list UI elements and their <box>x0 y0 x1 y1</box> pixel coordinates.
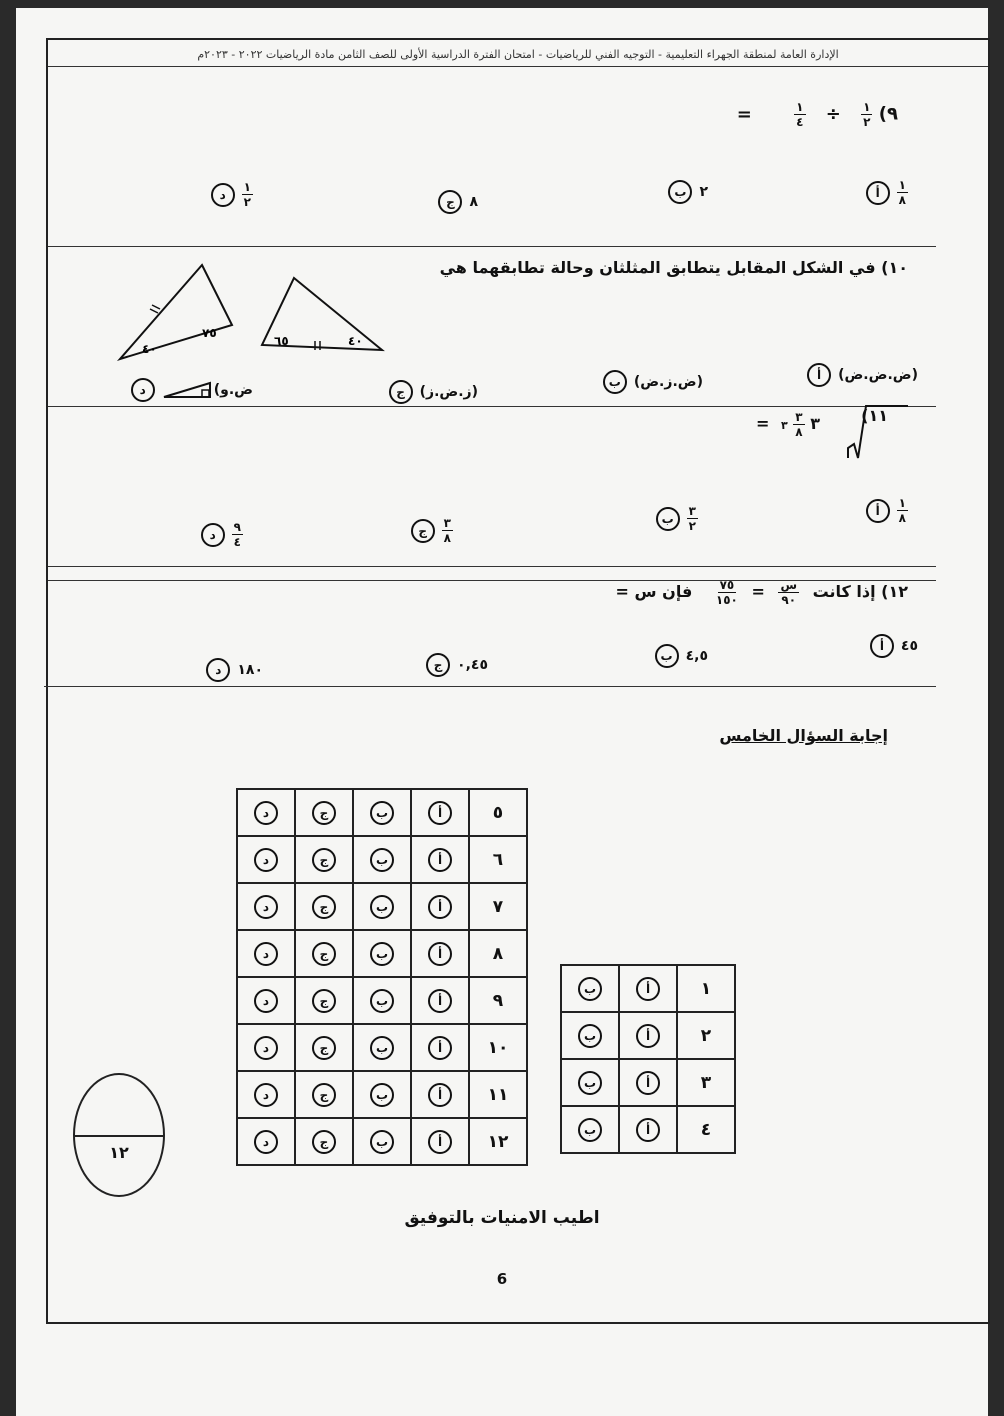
q12-option-a[interactable]: أ ٤٥ <box>865 634 918 658</box>
large-grid-cell[interactable] <box>353 789 411 836</box>
cube-root-sign-icon <box>770 400 910 460</box>
answer-bubble[interactable]: ب <box>578 1071 602 1095</box>
large-grid-cell[interactable] <box>353 930 411 977</box>
large-grid-cell[interactable] <box>411 1118 469 1165</box>
small-grid-cell[interactable] <box>561 1106 619 1153</box>
large-grid-cell[interactable] <box>295 977 353 1024</box>
q11-equals: = <box>756 414 770 433</box>
right-angle-label-b: ٤٠ <box>348 334 363 348</box>
answer-bubble[interactable]: أ <box>428 801 452 825</box>
q10-option-d[interactable]: د ض.و) <box>126 378 253 402</box>
q11-option-b[interactable]: ب $\frac{٣}{٢}$ <box>651 504 698 533</box>
answer-bubble[interactable]: د <box>254 1130 278 1154</box>
q10-option-b[interactable]: ب (ض.ز.ض) <box>598 370 703 394</box>
answer-bubble[interactable]: ب <box>578 977 602 1001</box>
q9-option-b[interactable]: ب ٢ <box>663 180 708 204</box>
answer-bubble[interactable]: أ <box>636 1071 660 1095</box>
large-grid-cell[interactable] <box>295 930 353 977</box>
answer-bubble[interactable]: ج <box>312 1083 336 1107</box>
answer-bubble[interactable]: ب <box>370 848 394 872</box>
answer-bubble[interactable]: ج <box>312 989 336 1013</box>
right-angle-label-a: ٦٥ <box>274 334 289 348</box>
answer-bubble[interactable]: ب <box>370 989 394 1013</box>
answer-bubble[interactable]: أ <box>636 1024 660 1048</box>
large-grid-cell[interactable] <box>411 836 469 883</box>
large-grid-row <box>237 930 527 977</box>
large-grid-question-number: ٨ <box>469 930 527 977</box>
answer-bubble[interactable]: أ <box>428 1130 452 1154</box>
large-grid-cell[interactable] <box>295 1024 353 1071</box>
answer-bubble[interactable]: ج <box>312 1036 336 1060</box>
answer-bubble[interactable]: د <box>254 848 278 872</box>
q11-number: ١١) <box>861 406 888 425</box>
large-grid-cell[interactable] <box>237 1071 295 1118</box>
small-grid-row <box>561 1012 735 1059</box>
large-grid-cell[interactable] <box>353 1024 411 1071</box>
small-grid-row <box>561 1106 735 1153</box>
q9-fraction-b: $\frac{١}{٤}$ <box>796 100 804 129</box>
large-grid-cell[interactable] <box>411 1071 469 1118</box>
q9-equals: = <box>736 103 752 125</box>
q11-option-a[interactable]: أ $\frac{١}{٨}$ <box>861 496 908 525</box>
large-grid-question-number: ٦ <box>469 836 527 883</box>
left-angle-label-a: ٧٥ <box>202 326 217 340</box>
small-grid-row <box>561 1059 735 1106</box>
score-circle <box>73 1073 165 1197</box>
answer-bubble[interactable]: د <box>254 942 278 966</box>
large-grid-cell[interactable] <box>353 1118 411 1165</box>
q11-root-index: ٣ <box>780 419 788 432</box>
q11-expression: = ٣ $\frac{٣}{٨}$ ٣ <box>756 410 820 439</box>
large-grid-cell[interactable] <box>411 1024 469 1071</box>
large-grid-cell[interactable] <box>295 789 353 836</box>
q10-question: ١٠) في الشكل المقابل يتطابق المثلثان وحالة تطابقهما هي <box>439 258 908 277</box>
answer-bubble[interactable]: أ <box>636 977 660 1001</box>
large-grid-cell[interactable] <box>237 977 295 1024</box>
small-grid-cell[interactable] <box>619 1106 677 1153</box>
q9-fraction-a: $\frac{١}{٢}$ <box>863 100 871 129</box>
answer-bubble[interactable]: د <box>254 1036 278 1060</box>
large-grid-row <box>237 1118 527 1165</box>
right-triangle-symbol-icon <box>162 381 212 399</box>
left-angle-label-b: ٤٠ <box>142 342 157 356</box>
q12-option-c[interactable]: ج ٠,٤٥ <box>421 653 488 677</box>
large-grid-question-number: ٥ <box>469 789 527 836</box>
answer-section-title: إجابة السؤال الخامس <box>719 726 888 745</box>
q10-option-c[interactable]: ج (ز.ض.ز) <box>384 380 478 404</box>
triangles-figure <box>112 253 412 373</box>
answer-bubble[interactable]: أ <box>636 1118 660 1142</box>
q9-question <box>737 100 898 129</box>
q9-option-d[interactable]: د $\frac{١}{٢}$ <box>206 180 253 209</box>
small-grid-question-number: ٣ <box>677 1059 735 1106</box>
answer-bubble[interactable]: ب <box>370 801 394 825</box>
q10-option-a[interactable]: أ (ض.ض.ض) <box>802 363 918 387</box>
divider-q12 <box>44 686 936 687</box>
answer-bubble[interactable]: أ <box>428 989 452 1013</box>
answer-bubble[interactable]: ب <box>370 1130 394 1154</box>
closing-message: اطيب الامنيات بالتوفيق <box>404 1208 600 1228</box>
divider-q11-top <box>48 566 936 567</box>
q9-number: ٩) <box>878 103 898 125</box>
large-grid-cell[interactable] <box>295 1071 353 1118</box>
large-grid-row <box>237 1071 527 1118</box>
answer-grid-large <box>236 788 528 1166</box>
large-grid-cell[interactable] <box>237 1024 295 1071</box>
score-divider <box>75 1135 163 1137</box>
small-grid-question-number: ٤ <box>677 1106 735 1153</box>
answer-bubble[interactable]: ب <box>370 1036 394 1060</box>
large-grid-question-number: ٧ <box>469 883 527 930</box>
large-grid-cell[interactable] <box>237 1118 295 1165</box>
q9-divide-sign: ÷ <box>825 103 841 125</box>
q11-option-d[interactable]: د $\frac{٩}{٤}$ <box>196 520 243 549</box>
large-grid-cell[interactable] <box>411 977 469 1024</box>
answer-bubble[interactable]: د <box>254 989 278 1013</box>
answer-bubble[interactable]: ج <box>312 1130 336 1154</box>
answer-bubble[interactable]: أ <box>428 848 452 872</box>
large-grid-cell[interactable] <box>411 930 469 977</box>
small-grid-row <box>561 965 735 1012</box>
large-grid-cell[interactable] <box>411 789 469 836</box>
large-grid-cell[interactable] <box>237 789 295 836</box>
answer-bubble[interactable]: ج <box>312 895 336 919</box>
answer-bubble[interactable]: د <box>254 895 278 919</box>
score-total: ١٢ <box>109 1143 129 1162</box>
answer-bubble[interactable]: ب <box>578 1024 602 1048</box>
large-grid-question-number: ٩ <box>469 977 527 1024</box>
small-grid-cell[interactable] <box>561 965 619 1012</box>
large-grid-cell[interactable] <box>237 836 295 883</box>
answer-bubble[interactable]: أ <box>428 895 452 919</box>
q11-whole: ٣ <box>810 414 820 433</box>
large-grid-row <box>237 883 527 930</box>
q12-question: ١٢) إذا كانت $\frac{\text{س}}{٩٠}$ = $\frac{٧٥}{١٥٠}$ فإن س = <box>615 578 908 607</box>
large-grid-row <box>237 1024 527 1071</box>
small-grid-question-number: ٢ <box>677 1012 735 1059</box>
large-grid-question-number: ١١ <box>469 1071 527 1118</box>
small-grid-cell[interactable] <box>561 1012 619 1059</box>
large-grid-cell[interactable] <box>295 836 353 883</box>
left-tick-mark <box>150 309 158 313</box>
answer-bubble[interactable]: ج <box>312 848 336 872</box>
large-grid-cell[interactable] <box>295 1118 353 1165</box>
small-grid-cell[interactable] <box>561 1059 619 1106</box>
answer-bubble[interactable]: أ <box>428 1083 452 1107</box>
answer-bubble[interactable]: ب <box>370 942 394 966</box>
large-grid-question-number: ١٠ <box>469 1024 527 1071</box>
large-grid-cell[interactable] <box>237 883 295 930</box>
exam-page <box>16 8 988 1416</box>
q11-option-c[interactable]: ج $\frac{٣}{٨}$ <box>406 516 453 545</box>
small-grid-cell[interactable] <box>619 965 677 1012</box>
large-grid-row <box>237 789 527 836</box>
q9-option-a[interactable]: أ $\frac{١}{٨}$ <box>861 178 908 207</box>
large-grid-cell[interactable] <box>353 836 411 883</box>
answer-bubble[interactable]: ب <box>578 1118 602 1142</box>
q12-option-d[interactable]: د ١٨٠ <box>201 658 263 682</box>
page-number: 6 <box>496 1270 508 1288</box>
large-grid-cell[interactable] <box>353 1071 411 1118</box>
answer-bubble[interactable]: ج <box>312 801 336 825</box>
answer-grid-small <box>560 964 736 1154</box>
large-grid-cell[interactable] <box>411 883 469 930</box>
q9-option-c[interactable]: ج ٨ <box>433 190 478 214</box>
answer-bubble[interactable]: د <box>254 1083 278 1107</box>
answer-bubble[interactable]: ج <box>312 942 336 966</box>
answer-bubble[interactable]: ب <box>370 895 394 919</box>
answer-bubble[interactable]: د <box>254 801 278 825</box>
large-grid-cell[interactable] <box>295 883 353 930</box>
answer-bubble[interactable]: أ <box>428 1036 452 1060</box>
small-grid-cell[interactable] <box>619 1012 677 1059</box>
left-tick-mark <box>152 305 160 309</box>
small-grid-cell[interactable] <box>619 1059 677 1106</box>
q12-option-b[interactable]: ب ٤,٥ <box>650 644 708 668</box>
large-grid-cell[interactable] <box>237 930 295 977</box>
left-triangle <box>120 265 232 359</box>
large-grid-cell[interactable] <box>353 977 411 1024</box>
answer-bubble[interactable]: أ <box>428 942 452 966</box>
large-grid-row <box>237 977 527 1024</box>
large-grid-cell[interactable] <box>353 883 411 930</box>
small-grid-question-number: ١ <box>677 965 735 1012</box>
header-divider <box>48 66 988 67</box>
header-text: الإدارة العامة لمنطقة الجهراء التعليمية - التوجيه الفني للرياضيات - امتحان الفترة الدراسية الأولى للصف الثامن مادة الرياضيات ٢٠٢٢ - ٢٠٢٣م <box>197 48 839 61</box>
large-grid-question-number: ١٢ <box>469 1118 527 1165</box>
divider-q9 <box>48 246 936 247</box>
answer-bubble[interactable]: ب <box>370 1083 394 1107</box>
large-grid-row <box>237 836 527 883</box>
